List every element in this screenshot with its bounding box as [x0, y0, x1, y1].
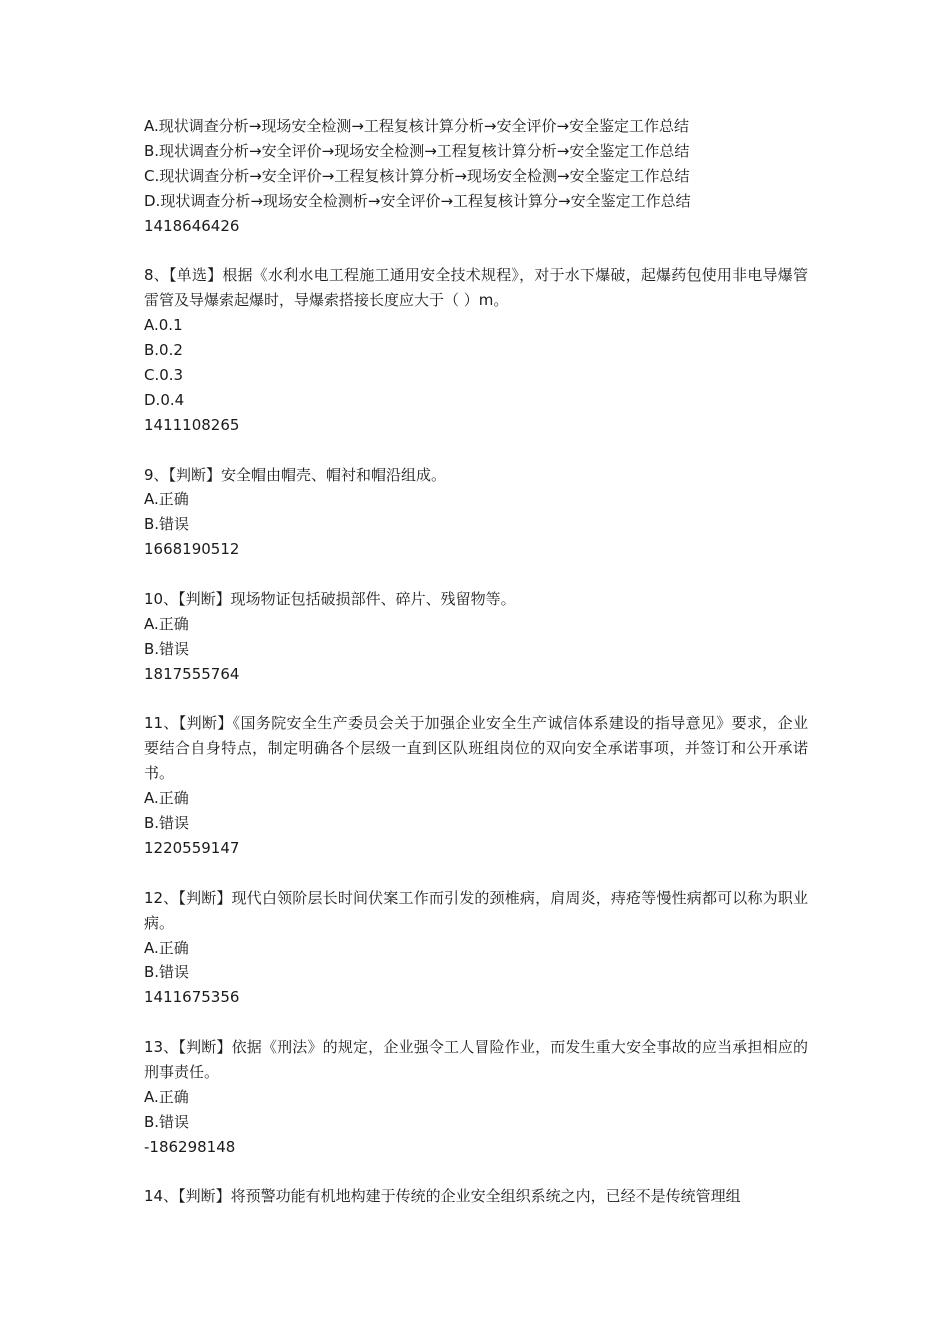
option-a: A.0.1: [144, 316, 183, 335]
spacer: [144, 438, 808, 463]
option-a: A.正确: [144, 490, 189, 509]
option-c: C.0.3: [144, 365, 184, 384]
option-a: A.正确: [144, 789, 189, 808]
option-b: B.错误: [144, 1112, 190, 1131]
question-14: [144, 1184, 808, 1209]
question-text: 8、【单选】根据《水利水电工程施工通用安全技术规程》，对于水下爆破，起爆药包使用非电导爆管雷管及导爆索起爆时，导爆索搭接长度应大于（ ）m。: [144, 266, 808, 310]
question-9: [144, 463, 808, 563]
option-b: B.现状调查分析→安全评价→现场安全检测→工程复核计算分析→安全鉴定工作总结: [144, 141, 690, 160]
question-code: 1817555764: [144, 664, 240, 683]
option-a: A.现状调查分析→现场安全检测→工程复核计算分析→安全评价→安全鉴定工作总结: [144, 117, 690, 135]
question-code: 1220559147: [144, 838, 240, 857]
option-a: A.正确: [144, 938, 189, 957]
spacer: [144, 861, 808, 886]
option-b: B.错误: [144, 963, 190, 982]
question-7: [144, 114, 808, 238]
spacer: [144, 1160, 808, 1185]
option-b: B.错误: [144, 515, 190, 534]
spacer: [144, 687, 808, 712]
spacer: [144, 1010, 808, 1035]
question-11: [144, 711, 808, 860]
option-b: B.错误: [144, 639, 190, 658]
question-code: 1418646426: [144, 216, 240, 235]
question-13: [144, 1035, 808, 1159]
question-text: 10、【判断】现场物证包括破损部件、碎片、残留物等。: [144, 589, 516, 608]
question-text: 14、【判断】将预警功能有机地构建于传统的企业安全组织系统之内，已经不是传统管理组: [144, 1187, 741, 1206]
question-code: 1411675356: [144, 988, 240, 1007]
option-d: D.现状调查分析→现场安全检测析→安全评价→工程复核计算分→安全鉴定工作总结: [144, 191, 691, 210]
option-a: A.正确: [144, 614, 189, 633]
question-text: 11、【判断】《国务院安全生产委员会关于加强企业安全生产诚信体系建设的指导意见》要求，企业要结合自身特点，制定明确各个层级一直到区队班组岗位的双向安全承诺事项，并签订和公开承诺书。: [144, 714, 808, 783]
spacer: [144, 238, 808, 263]
question-text: 13、【判断】依据《刑法》的规定，企业强令工人冒险作业，而发生重大安全事故的应当承担相应的刑事责任。: [144, 1038, 808, 1081]
question-10: [144, 587, 808, 687]
question-code: 1668190512: [144, 540, 240, 559]
option-d: D.0.4: [144, 390, 185, 409]
option-b: B.0.2: [144, 341, 183, 360]
question-code: -186298148: [144, 1137, 236, 1156]
question-8: [144, 263, 808, 437]
option-a: A.正确: [144, 1087, 189, 1106]
spacer: [144, 562, 808, 587]
question-text: 9、【判断】安全帽由帽壳、帽衬和帽沿组成。: [144, 465, 447, 484]
question-code: 1411108265: [144, 415, 240, 434]
option-b: B.错误: [144, 814, 190, 833]
document-page: [144, 114, 808, 1209]
option-c: C.现状调查分析→安全评价→工程复核计算分析→现场安全检测→安全鉴定工作总结: [144, 166, 690, 185]
question-12: [144, 886, 808, 1010]
question-text: 12、【判断】现代白领阶层长时间伏案工作而引发的颈椎病，肩周炎，痔疮等慢性病都可以称为职业病。: [144, 888, 808, 932]
